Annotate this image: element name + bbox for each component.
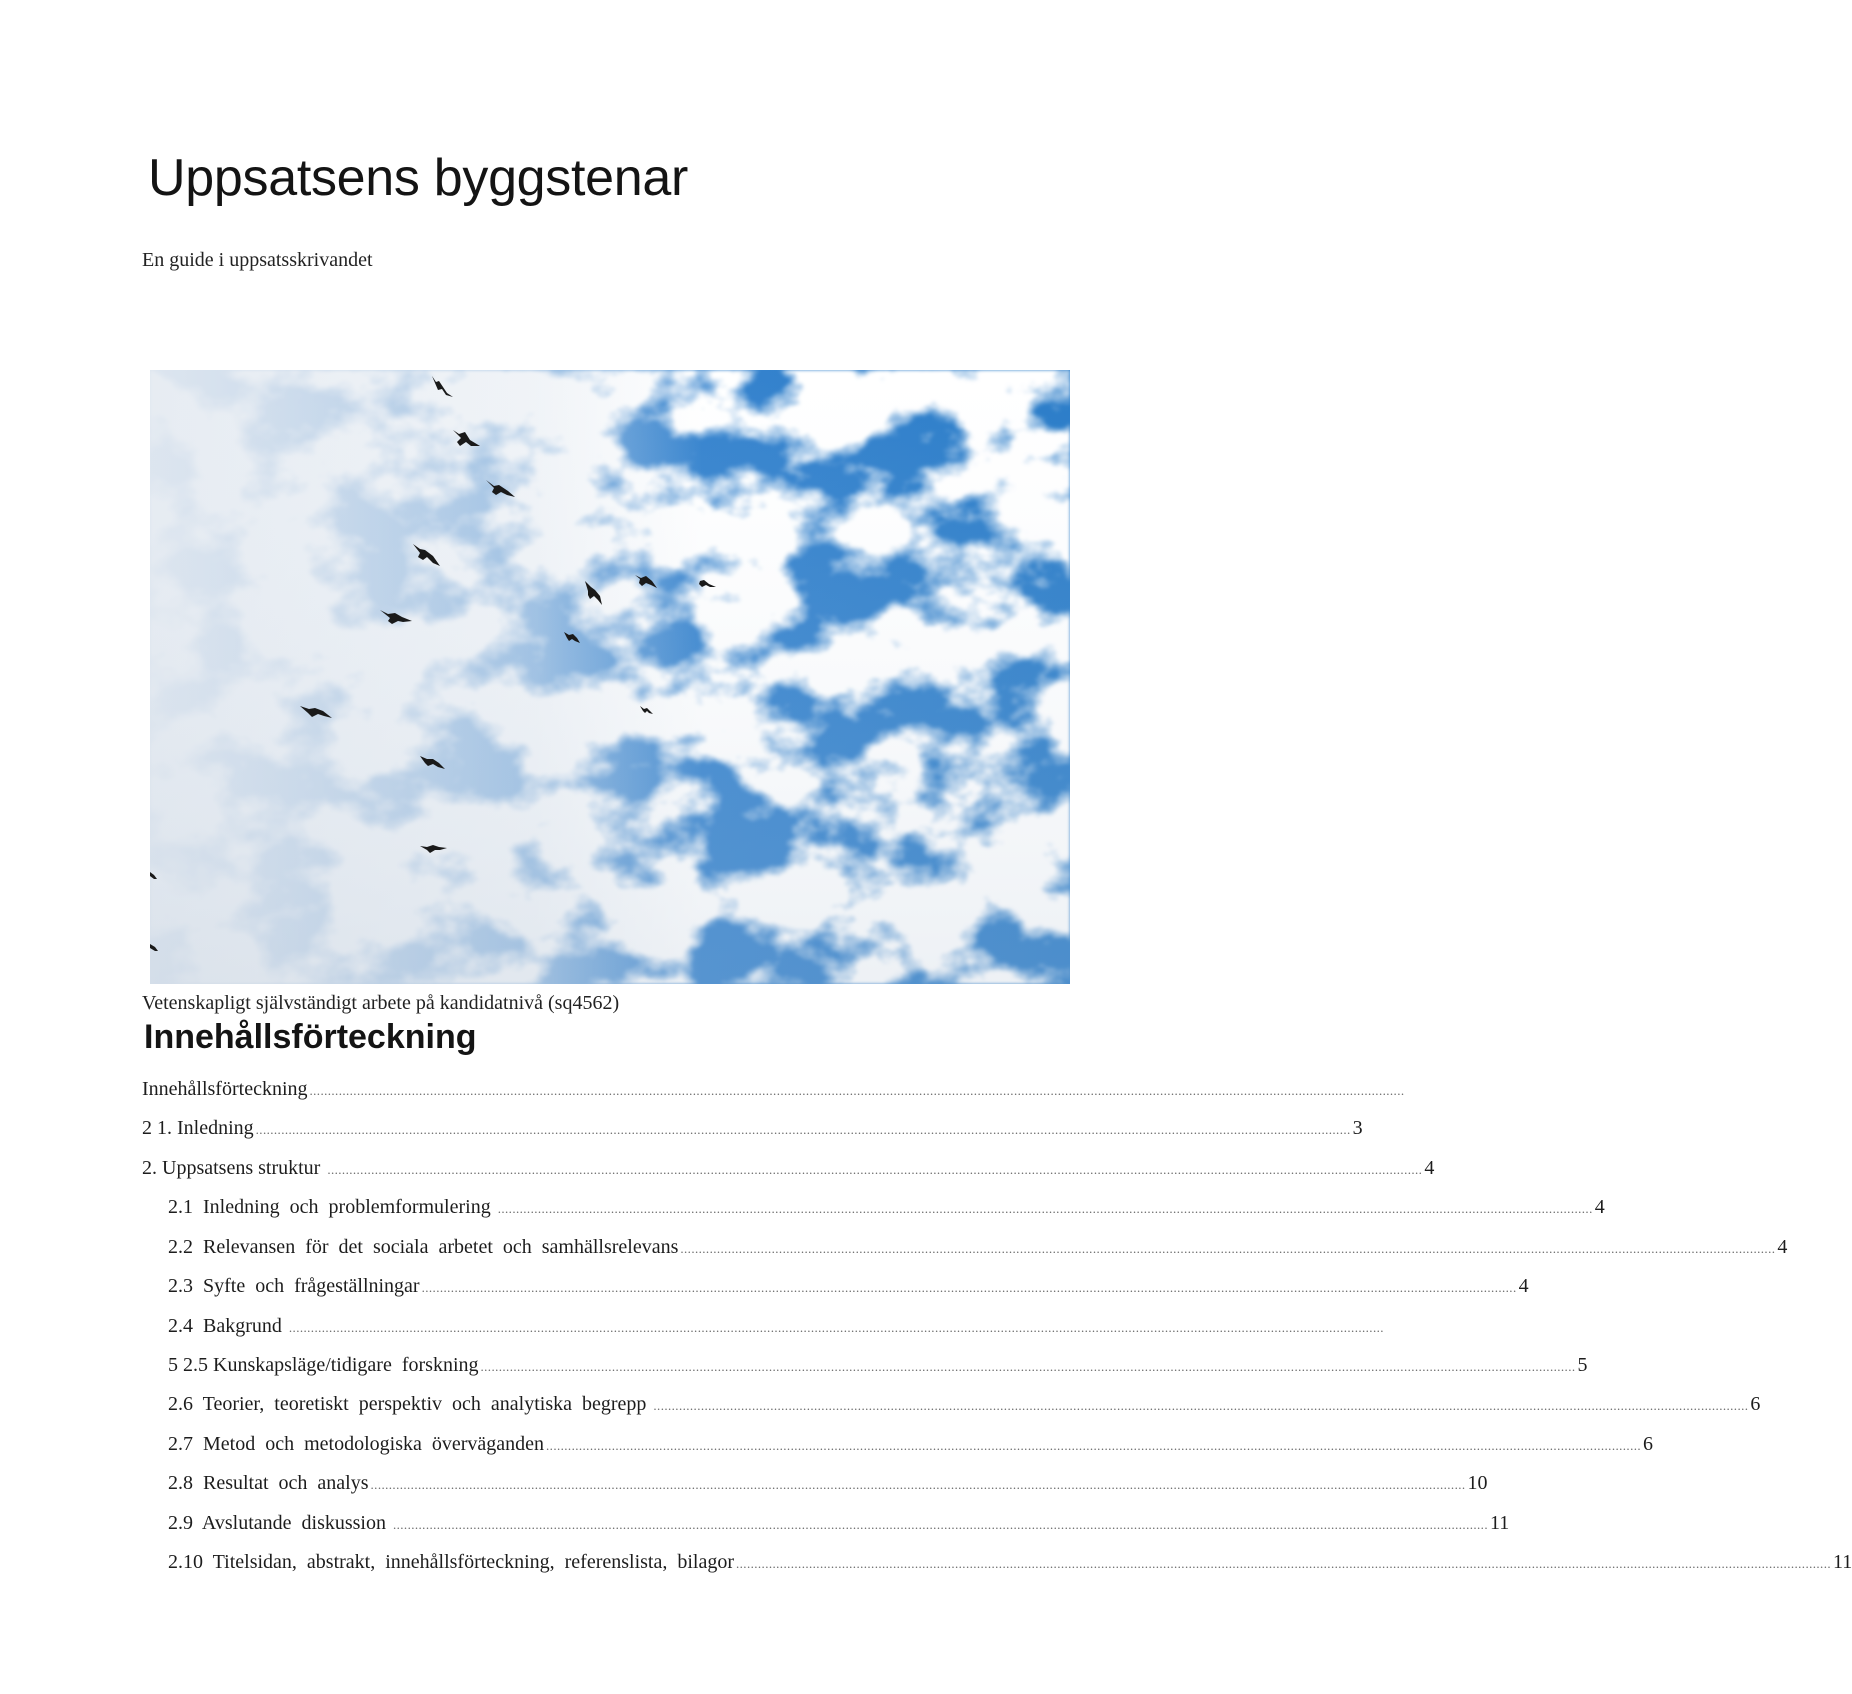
toc-leader-dots: ............................................................................................................................................................................................................................................................................................................ [309, 1083, 1405, 1098]
toc-entry[interactable] [168, 1313, 1384, 1339]
toc-entry[interactable] [168, 1510, 1510, 1536]
toc-entry-label: 2.3 Syfte och frågeställningar [168, 1275, 420, 1297]
toc-entry-label: 2.4 Bakgrund [168, 1315, 287, 1337]
toc-entry-page: 11 [1833, 1551, 1852, 1573]
toc-entry-label: 2. Uppsatsens struktur [142, 1157, 326, 1179]
toc-entry-page: 5 [1577, 1354, 1588, 1376]
toc-entry-label: 2.1 Inledning och problemformulering [168, 1196, 496, 1218]
document-subtitle: En guide i uppsatsskrivandet [142, 249, 373, 271]
toc-leader-dots: ............................................................................................................................................................................................................................................................................................................ [736, 1556, 1831, 1571]
toc-leader-dots: ............................................................................................................................................................................................................................................................................................................ [255, 1122, 1351, 1137]
toc-entry-label: 2.6 Teorier, teoretiskt perspektiv och analytiska begrepp [168, 1393, 652, 1415]
toc-leader-dots: ............................................................................................................................................................................................................................................................................................................ [480, 1359, 1576, 1374]
toc-entry-label: Innehållsförteckning [142, 1078, 308, 1100]
toc-leader-dots: ............................................................................................................................................................................................................................................................................................................ [370, 1477, 1466, 1492]
image-caption: Vetenskapligt självständigt arbete på kandidatnivå (sq4562) [142, 992, 620, 1014]
toc-entry[interactable] [168, 1391, 1761, 1417]
toc-entry-page: 4 [1777, 1236, 1788, 1258]
toc-leader-dots: ............................................................................................................................................................................................................................................................................................................ [392, 1517, 1488, 1532]
toc-entry-label: 2.9 Avslutande diskussion [168, 1512, 391, 1534]
toc-entry-label: 2 1. Inledning [142, 1117, 254, 1139]
toc-entry[interactable] [168, 1194, 1605, 1220]
toc-entry[interactable] [168, 1431, 1654, 1457]
toc-entry[interactable] [168, 1273, 1529, 1299]
toc-entry-page: 4 [1594, 1196, 1605, 1218]
toc-leader-dots: ............................................................................................................................................................................................................................................................................................................ [327, 1162, 1423, 1177]
toc-entry[interactable] [168, 1352, 1588, 1378]
toc-entry[interactable] [168, 1549, 1852, 1575]
toc-entry-label: 2.10 Titelsidan, abstrakt, innehållsförteckning, referenslista, bilagor [168, 1551, 734, 1573]
toc-entry-page: 6 [1750, 1393, 1761, 1415]
toc-entry-label: 2.8 Resultat och analys [168, 1472, 369, 1494]
toc-entry-page: 4 [1424, 1157, 1435, 1179]
toc-leader-dots: ............................................................................................................................................................................................................................................................................................................ [497, 1201, 1593, 1216]
toc-leader-dots: ............................................................................................................................................................................................................................................................................................................ [288, 1320, 1384, 1335]
toc-entry-page: 3 [1352, 1117, 1363, 1139]
toc-entry-label: 2.7 Metod och metodologiska överväganden [168, 1433, 545, 1455]
toc-heading: Innehållsförteckning [144, 1018, 477, 1056]
toc-entry[interactable] [168, 1470, 1488, 1496]
document-title: Uppsatsens byggstenar [148, 149, 689, 207]
toc-entry-page: 11 [1489, 1512, 1510, 1534]
toc-entry-page: 10 [1467, 1472, 1488, 1494]
toc-leader-dots: ............................................................................................................................................................................................................................................................................................................ [680, 1241, 1776, 1256]
toc-leader-dots: ............................................................................................................................................................................................................................................................................................................ [546, 1438, 1642, 1453]
toc-entry[interactable] [142, 1155, 1435, 1181]
toc-entry[interactable] [142, 1076, 1405, 1102]
toc-leader-dots: ............................................................................................................................................................................................................................................................................................................ [421, 1280, 1517, 1295]
toc-entry-label: 2.2 Relevansen för det sociala arbetet och samhällsrelevans [168, 1236, 679, 1258]
toc-entry-page: 6 [1643, 1433, 1654, 1455]
cover-photo-birds-in-sky [150, 370, 1070, 984]
toc-leader-dots: ............................................................................................................................................................................................................................................................................................................ [653, 1398, 1749, 1413]
toc-entry[interactable] [168, 1234, 1788, 1260]
toc-entry[interactable] [142, 1115, 1363, 1141]
toc-entry-label: 5 2.5 Kunskapsläge/tidigare forskning [168, 1354, 479, 1376]
toc-entry-page: 4 [1518, 1275, 1529, 1297]
